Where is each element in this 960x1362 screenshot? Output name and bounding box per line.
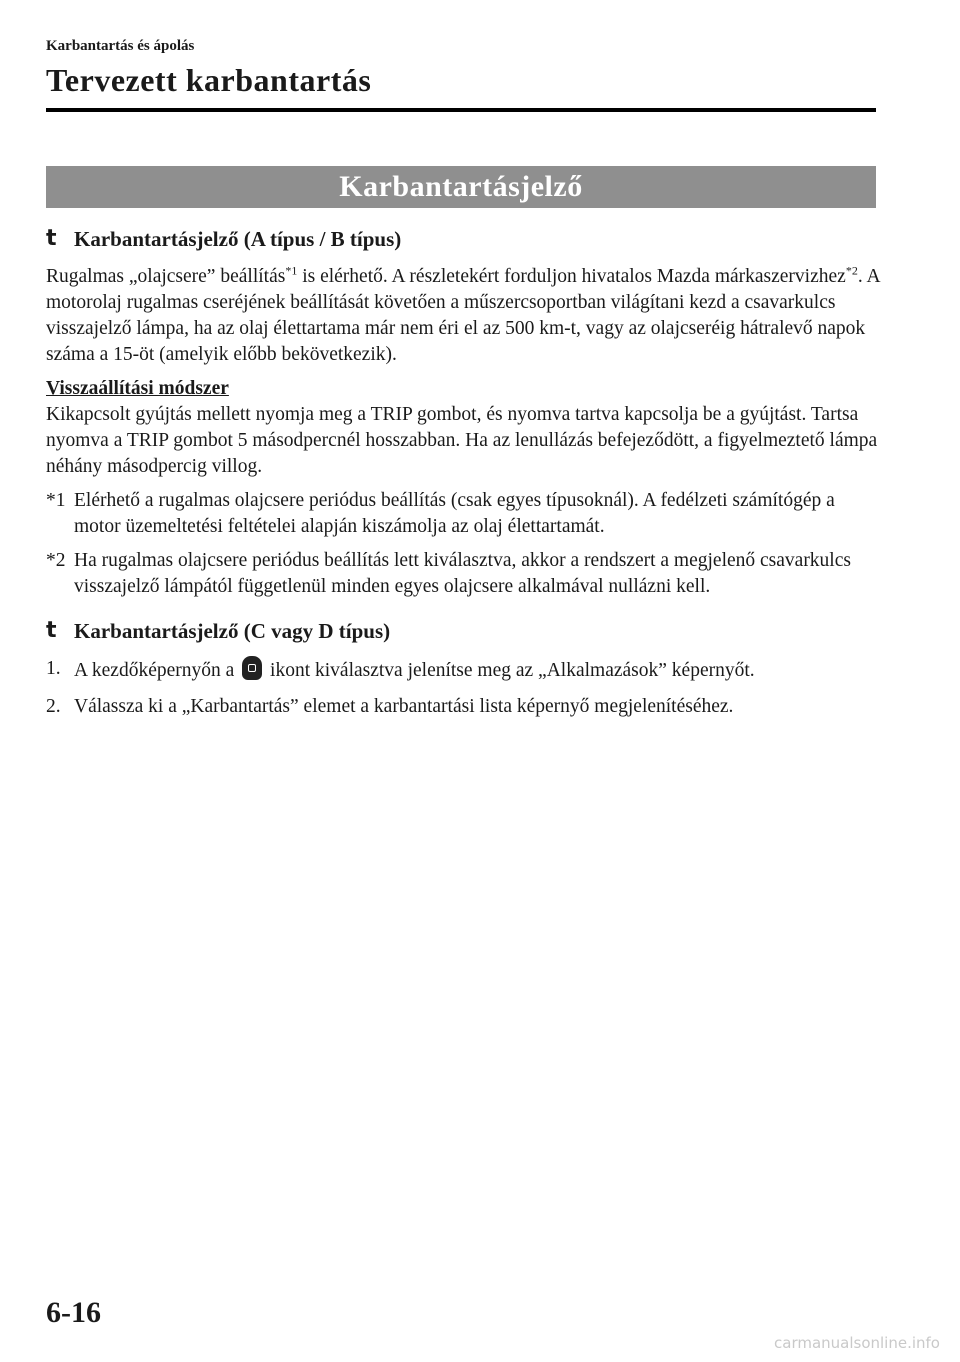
chapter-label: Karbantartás és ápolás [46, 38, 195, 54]
step-text-after: ikont kiválasztva jelenítse meg az „Alkalmazások” képernyőt. [265, 660, 755, 681]
title-divider [46, 108, 876, 112]
step-number: 1. [46, 658, 61, 679]
reset-method-text: Kikapcsolt gyújtás mellett nyomja meg a TRIP gombot, és nyomva tartva kapcsolja be a gyújtást. Tartsa nyomva a TRIP gombot 5 másodpercnél hosszabban. Ha az lenullázás befejeződött, a figyelmeztető lámpa néhány másodpercig villog. [46, 404, 878, 477]
step-number: 2. [46, 696, 61, 717]
footnote-ref-2: *2 [845, 263, 858, 278]
bullet-icon: t [46, 618, 57, 643]
footnote-mark: *1 [46, 490, 66, 511]
step-text-before: A kezdőképernyőn a [74, 660, 240, 681]
applications-icon [242, 656, 262, 680]
section-heading-cd [46, 618, 886, 644]
reset-method-heading: Visszaállítási módszer [46, 378, 229, 399]
bullet-icon: t [46, 226, 57, 251]
footnote-text: Ha rugalmas olajcsere periódus beállítás lett kiválasztva, akkor a rendszert a megjelenő csavarkulcs visszajelző lámpától függetlenül minden egyes olajcsere alkalmával nullázni kell. [74, 550, 851, 597]
footnote-1 [46, 488, 886, 540]
intro-text-2: is elérhető. A részletekért forduljon hivatalos Mazda márkaszervizhez [297, 266, 846, 287]
step-1 [46, 656, 886, 684]
intro-paragraph [46, 264, 886, 368]
page-title: Tervezett karbantartás [46, 62, 372, 98]
footnote-text: Elérhető a rugalmas olajcsere periódus beállítás (csak egyes típusoknál). A fedélzeti számítógép a motor üzemeltetési feltételei alapján kiszámolja az olaj élettartamát. [74, 490, 835, 537]
footnote-2 [46, 548, 886, 600]
watermark: carmanualsonline.info [774, 1334, 940, 1352]
section-banner: Karbantartásjelző [46, 166, 876, 208]
content-body [46, 226, 886, 730]
intro-text-3: . A motorolaj rugalmas cseréjének beállítását követően a műszercsoportban világítani kezd a csavarkulcs visszajelző lámpa, ha az olaj élettartama már nem éri el az 500 km-t, vagy az olajcseréig hátralevő napok száma a 15-öt (amelyik előbb bekövetkezik). [46, 266, 880, 365]
step-text [74, 656, 755, 684]
section-heading-text: Karbantartásjelző (C vagy D típus) [74, 619, 391, 643]
step-2 [46, 694, 886, 720]
footnote-mark: *2 [46, 550, 66, 571]
intro-text-1: Rugalmas „olajcsere” beállítás [46, 266, 286, 287]
footnote-ref-1: *1 [285, 263, 298, 278]
section-heading-text: Karbantartásjelző (A típus / B típus) [74, 227, 402, 251]
step-text: Válassza ki a „Karbantartás” elemet a karbantartási lista képernyő megjelenítéséhez. [74, 696, 734, 717]
section-heading-ab [46, 226, 886, 252]
page-number: 6-16 [46, 1296, 101, 1329]
